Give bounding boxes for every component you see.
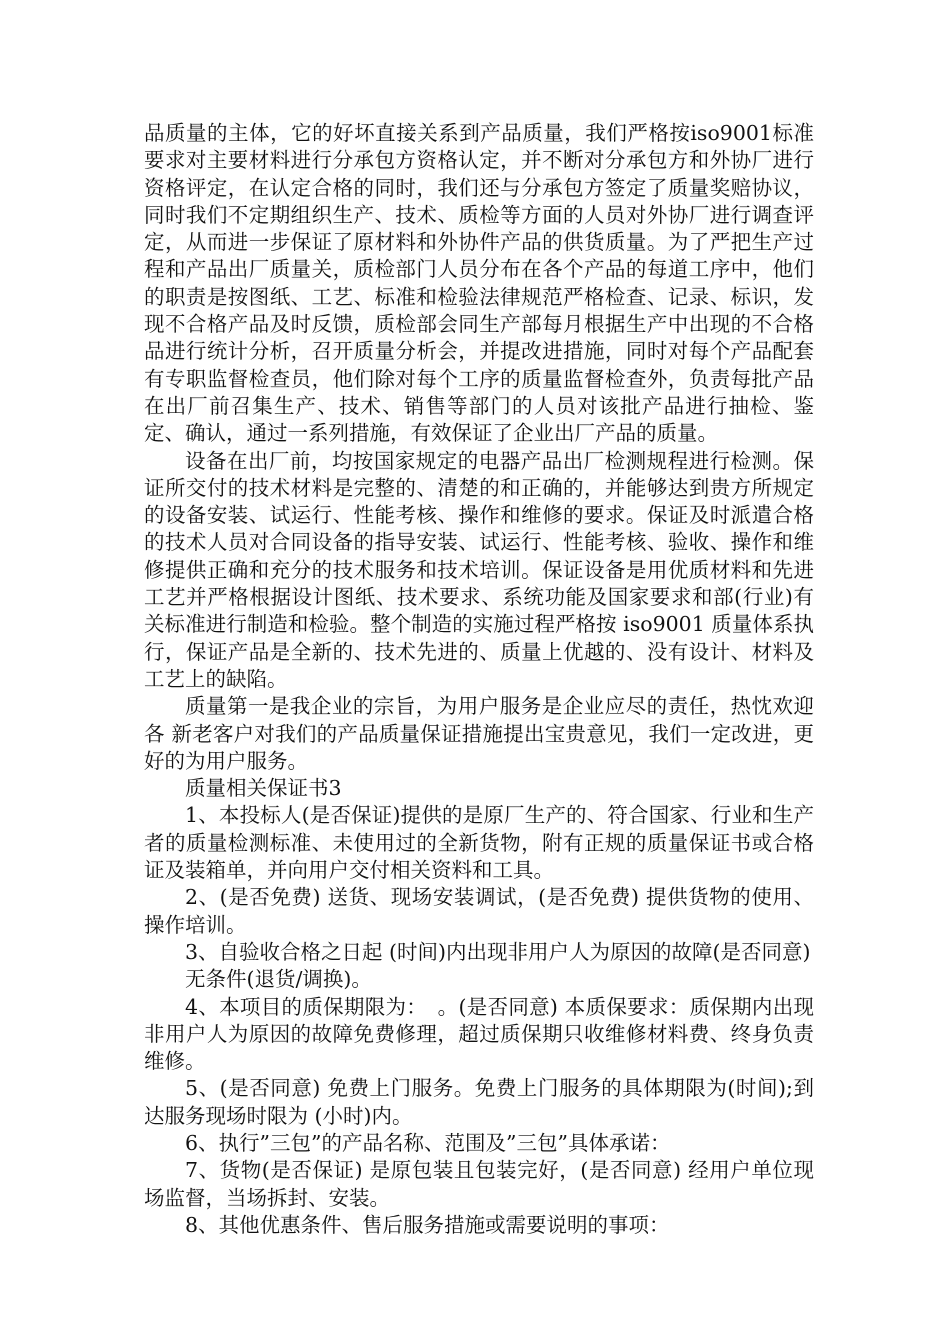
- guarantee-item-2: 2、(是否免费) 送货、现场安装调试，(是否免费) 提供货物的使用、操作培训。: [144, 885, 814, 937]
- guarantee-item-6: 6、执行”三包”的产品名称、范围及”三包”具体承诺：: [185, 1130, 671, 1155]
- paragraph-quality-control: 品质量的主体，它的好坏直接关系到产品质量，我们严格按iso9001标准要求对主要材料进行分承包方资格认定，并不断对分承包方和外协厂进行资格评定，在认定合格的同时，我们还与分承包方签定了质量奖赔协议，同时我们不定期组织生产、技术、质检等方面的人员对外协厂进行调查评定，从而进一步保证了原材料和外协件产品的供货质量。为了严把生产过程和产品出厂质量关，质检部门人员分布在各个产品的每道工序中，他们的职责是按图纸、工艺、标准和检验法律规范严格检查、记录、标识，发现不合格产品及时反馈，质检部会同生产部每月根据生产中出现的不合格品进行统计分析，召开质量分析会，并提改进措施，同时对每个产品配套有专职监督检查员，他们除对每个工序的质量监督检查外，负责每批产品在出厂前召集生产、技术、销售等部门的人员对该批产品进行抽检、鉴定、确认，通过一系列措施，有效保证了企业出厂产品的质量。: [144, 121, 814, 446]
- paragraph-factory-inspection: 设备在出厂前，均按国家规定的电器产品出厂检测规程进行检测。保证所交付的技术材料是完整的、清楚的和正确的，并能够达到贵方所规定的设备安装、试运行、性能考核、操作和维修的要求。保证及时派遣合格的技术人员对合同设备的指导安装、试运行、性能考核、验收、操作和维修提供正确和充分的技术服务和技术培训。保证设备是用优质材料和先进工艺并严格根据设计图纸、技术要求、系统功能及国家要求和部(行业)有关标准进行制造和检验。整个制造的实施过程严格按 iso9001 质量体系执行，保证产品是全新的、技术先进的、质量上优越的、没有设计、材料及工艺上的缺陷。: [144, 448, 814, 691]
- guarantee-item-3-continued: 无条件(退货/调换)。: [185, 967, 372, 992]
- guarantee-item-7: 7、货物(是否保证) 是原包装且包装完好，(是否同意) 经用户单位现场监督，当场拆封、安装。: [144, 1158, 814, 1210]
- guarantee-item-3: 3、自验收合格之日起 (时间)内出现非用户人为原因的故障(是否同意): [185, 939, 811, 964]
- document-body: [144, 120, 814, 1239]
- paragraph-service-commitment: 质量第一是我企业的宗旨，为用户服务是企业应尽的责任，热忱欢迎各 新老客户对我们的产品质量保证措施提出宝贵意见，我们一定改进，更好的为用户服务。: [144, 694, 814, 773]
- guarantee-item-4: 4、本项目的质保期限为： 。(是否同意) 本质保要求：质保期内出现非用户人为原因的故障免费修理，超过质保期只收维修材料费、终身负责维修。: [144, 994, 814, 1074]
- guarantee-item-5: 5、(是否同意) 免费上门服务。免费上门服务的具体期限为(时间);到达服务现场时限为 (小时)内。: [144, 1076, 814, 1128]
- section-heading-guarantee-3: 质量相关保证书3: [185, 776, 342, 801]
- guarantee-item-1: 1、本投标人(是否保证)提供的是原厂生产的、符合国家、行业和生产者的质量检测标准、未使用过的全新货物，附有正规的质量保证书或合格证及装箱单，并向用户交付相关资料和工具。: [144, 803, 814, 883]
- guarantee-item-8: 8、其他优惠条件、售后服务措施或需要说明的事项：: [185, 1212, 670, 1237]
